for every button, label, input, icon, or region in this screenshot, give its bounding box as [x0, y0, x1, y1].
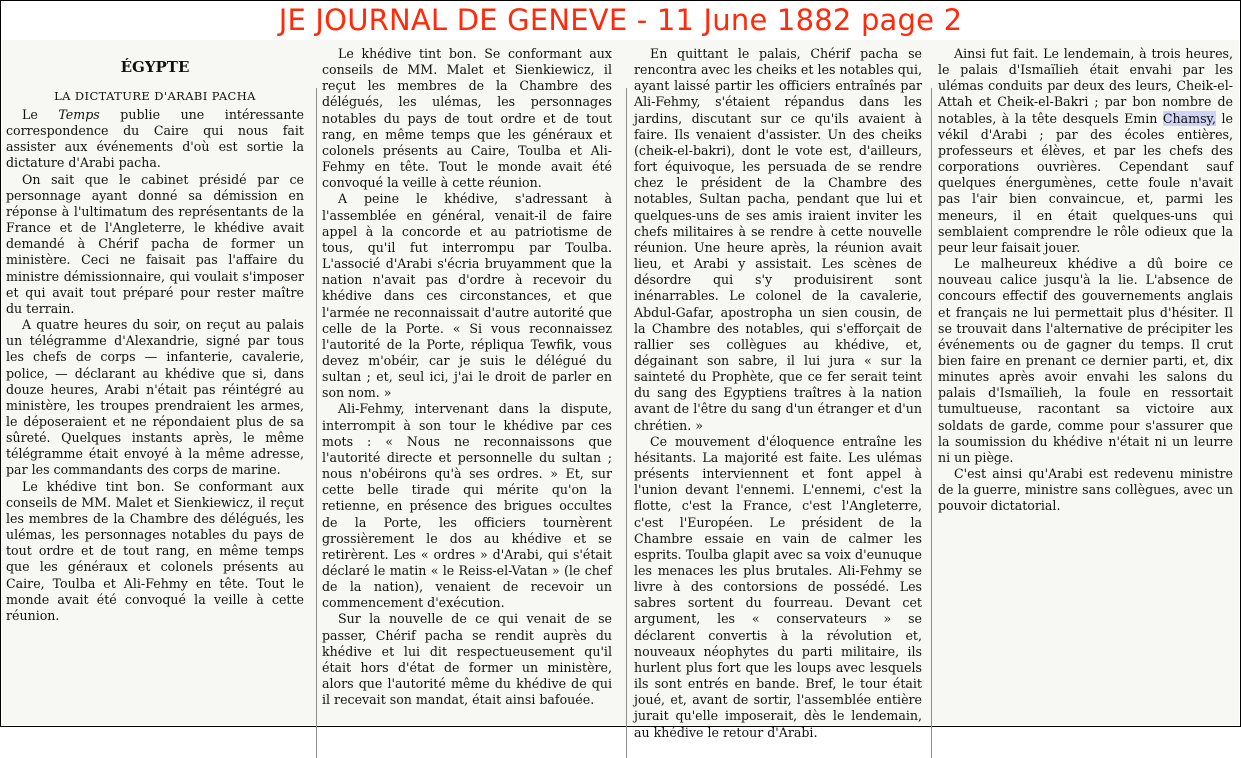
- paragraph: A quatre heures du soir, on reçut au palais un télégramme d'Alexandrie, signé par tous les chefs de corps — infanterie, cavalerie, police, — déclarant au khédive que si, dans douze heures, Arabi n'était pas réintégré au ministère, les troupes prendraient les armes, le déposeraient et ne répondaient plus de sa sûreté. Quelques instants après, le même télégramme était envoyé à la même adresse, par les commandants des corps de marine.: [6, 317, 304, 478]
- paragraph: C'est ainsi qu'Arabi est redevenu ministre de la guerre, ministre sans collègues, avec un pouvoir dictatorial.: [938, 466, 1233, 514]
- highlighted-word[interactable]: Chamsy,: [1162, 110, 1216, 126]
- paragraph: Ali-Fehmy, intervenant dans la dispute, interrompit à son tour le khédive par ces mots : « Nous ne reconnaissons que l'autorité directe et personnelle du sultan ; nous n'obéirons qu'à ses ordres. » Et, sur cette belle tirade qui mérite qu'on la retienne, en présence des brigues occultes de la Porte, les officiers tournèrent grossièrement le dos au khédive et se retirèrent. Les « ordres » d'Arabi, qui s'était déclaré le matin « le Reiss-el-Vatan » (le chef de la nation), venaient de recevoir un commencement d'exécution.: [322, 401, 612, 611]
- article-subheading: LA DICTATURE D'ARABI PACHA: [54, 89, 256, 103]
- paragraph: Le khédive tint bon. Se conformant aux conseils de MM. Malet et Sienkiewicz, il reçut les membres de la Chambre des délégués, les ulémas, les personnages notables du pays de tout ordre et de tout rang, en même temps que les généraux et colonels présents au Caire, Toulba et Ali-Fehmy en tête. Tout le monde avait été convoqué la veille à cette réunion.: [6, 478, 304, 623]
- newspaper-name: Temps: [58, 107, 100, 122]
- page-title: JE JOURNAL DE GENEVE - 11 June 1882 page 2: [278, 3, 963, 37]
- paragraph: Le malheureux khédive a dû boire ce nouveau calice jusqu'à la lie. L'absence de concours effectif des gouvernements anglais et français ne lui permettait plus d'hésiter. Il se trouvait dans l'alternative de précipiter les événements ou de gagner du temps. Il crut bien faire en prenant ce dernier parti, et, dix minutes après avoir envahi les salons du palais d'Ismaïlieh, la foule en ressortait tumultueuse, racontant sa victoire aux soldats de garde, comme pour s'assurer que la soumission du khédive n'était ni un leurre ni un piège.: [938, 256, 1233, 465]
- paragraph: Sur la nouvelle de ce qui venait de se passer, Chérif pacha se rendit auprès du khédive et lui dit respectueusement qu'il était hors d'état de former un ministère, alors que l'autorité même du khédive de qui il recevait son mandat, était ainsi bafouée.: [322, 611, 612, 708]
- paragraph: Ce mouvement d'éloquence entraîne les hésitants. La majorité est faite. Les ulémas présents interviennent et font appel à l'union devant l'ennemi. L'ennemi, c'est la flotte, c'est la France, c'est l'Angleterre, c'est l'Européen. Le président de la Chambre essaie en vain de calmer les esprits. Toulba glapit avec sa voix d'eunuque les menaces les plus brutales. Ali-Fehmy se livre à des contorsions de possédé. Les sabres sortent du fourreau. Devant cet argument, les « conservateurs » se déclarent convertis à la révolution et, nouveaux néophytes du parti militaire, ils hurlent plus fort que les loups avec lesquels ils sont entrés en bande. Bref, le tour était joué, et, avant de sortir, l'assemblée entière jurait qu'elle imposerait, dès le lendemain, au khédive le retour d'Arabi.: [634, 433, 922, 740]
- column-divider: [316, 88, 317, 758]
- article-heading: ÉGYPTE: [120, 58, 190, 76]
- text-column-4: [938, 46, 1233, 722]
- text-column-1: [6, 46, 304, 722]
- paragraph: A peine le khédive, s'adressant à l'assemblée en général, venait-il de faire appel à la concorde et au patriotisme de tous, qu'il fut interrompu par Toulba. L'associé d'Arabi s'écria bruyamment que la nation n'avait pas d'ordre à recevoir du khédive dans ces circonstances, et que l'armée ne reconnaissait d'autre autorité que celle de la Porte. « Si vous reconnaissez l'autorité de la Porte, répliqua Tewfik, vous devez m'obéir, car je suis le délégué du sultan ; et, seul ici, j'ai le droit de parler en son nom. »: [322, 191, 612, 401]
- paragraph: Le khédive tint bon. Se conformant aux conseils de MM. Malet et Sienkiewicz, il reçut les membres de la Chambre des délégués, les ulémas, les personnages notables du pays de tout ordre et de tout rang, en même temps que les généraux et colonels présents au Caire, Toulba et Ali-Fehmy en tête. Tout le monde avait été convoqué la veille à cette réunion.: [322, 46, 612, 191]
- text-column-3: [634, 46, 922, 740]
- paragraph: Le Temps publie une intéressante correspondence du Caire qui nous fait assister aux événements d'où est sortie la dictature d'Arabi pacha.: [6, 107, 304, 171]
- text-column-2: [322, 46, 612, 722]
- paragraph: En quittant le palais, Chérif pacha se rencontra avec les cheiks et les notables qui, ayant laissé partir les officiers entraînés par Ali-Fehmy, s'étaient répandus dans les jardins, discutant sur ce qu'ils avaient à faire. Ils venaient d'assister. Un des cheiks (cheik-el-bakri), dont le vote est, d'ailleurs, fort équivoque, les persuada de se rendre chez le président de la Chambre des notables, Sultan pacha, pendant que lui et quelques-uns de ses amis iraient inviter les chefs militaires à se rendre à cette nouvelle réunion. Une heure après, la réunion avait lieu, et Arabi y assistait. Les scènes de désordre qui s'y produisirent sont inénarrables. Le colonel de la cavalerie, Abdul-Gafar, apostropha un sien cousin, de la Chambre des notables, qui s'efforçait de rallier ses collègues au khédive, et, dégainant son sabre, il lui jura « sur la sainteté du Prophète, que ce fer serait teint du sang des Egyptiens traîtres à la nation avant de l'être du sang d'un étranger et d'un chrétien. »: [634, 46, 922, 433]
- column-divider: [931, 88, 932, 758]
- paragraph: On sait que le cabinet présidé par ce personnage ayant donné sa démission en réponse à l'ultimatum des représentants de la France et de l'Angleterre, le khédive avait demandé à Chérif pacha de former un ministère. Ceci ne faisait pas l'affaire du ministre démissionnaire, qui voulait s'imposer et qui avait tout préparé pour rester maître du terrain.: [6, 171, 304, 316]
- column-divider: [626, 88, 627, 758]
- paragraph-with-highlight: Ainsi fut fait. Le lendemain, à trois heures, le palais d'Ismaïlieh était envahi par les ulémas conduits par deux des leurs, Cheik-el-Attah et Cheik-el-Bakri ; par bon nombre de notables, à la tête desquels Emin Chamsy, le vékil d'Arabi ; par des écoles entières, professeurs et élèves, et par les chefs des corporations ouvrières. Cependant sauf quelques énergumènes, cette foule n'avait pas l'air bien convaincue, et, parmi les meneurs, il en était quelques-uns qui semblaient comprendre le rôle odieux que la peur leur faisait jouer.: [938, 46, 1234, 255]
